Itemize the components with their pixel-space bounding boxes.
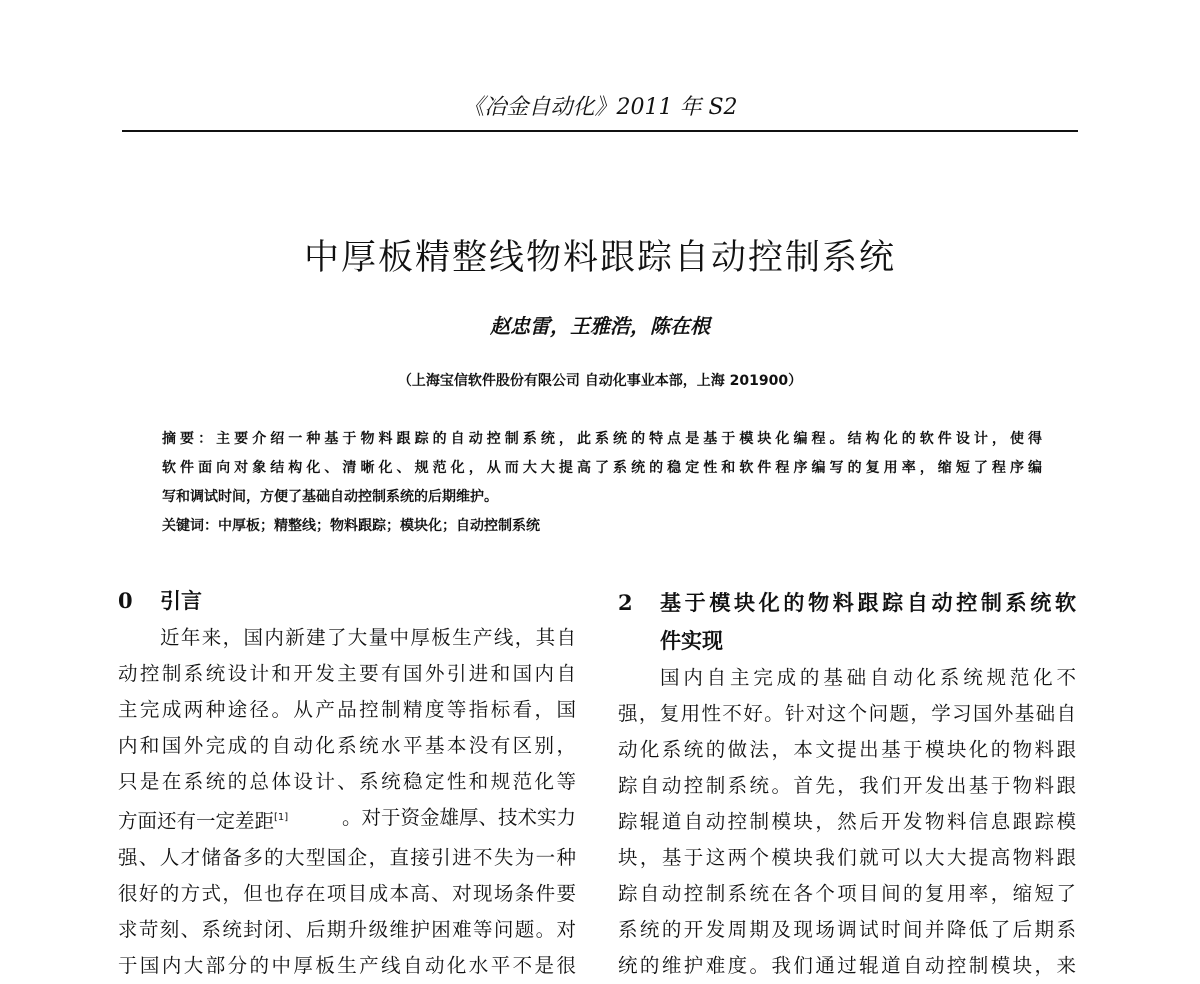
section-title-cont: 件实现 (660, 629, 723, 653)
body-line: 只是在系统的总体设计、系统稳定性和规范化等 (118, 770, 576, 793)
body-text: 方面还有一定差距 (118, 809, 275, 833)
citation[interactable]: [1] (274, 812, 289, 823)
body-line: 近年来，国内新建了大量中厚板生产线，其自 (160, 626, 576, 649)
affiliation: （上海宝信软件股份有限公司 自动化事业本部，上海 201900） (397, 373, 803, 389)
journal-header: 《冶金自动化》2011 年 S2 (462, 95, 738, 120)
left-column (118, 582, 576, 984)
paper-title: 中厚板精整线物料跟踪自动控制系统 (303, 238, 896, 278)
body-line: 主完成两种途径。从产品控制精度等指标看，国 (118, 698, 576, 721)
body-line: 统的维护难度。我们通过辊道自动控制模块，来 (618, 954, 1076, 977)
body-text: 。对于资金雄厚、技术实力 (341, 806, 576, 829)
section-number: 2 (618, 590, 633, 615)
body-line: 踪辊道自动控制模块，然后开发物料信息跟踪模 (618, 810, 1076, 833)
section-heading-2 (618, 584, 1076, 622)
body-line: 内和国外完成的自动化系统水平基本没有区别， (118, 734, 576, 757)
body-line: 强、人才储备多的大型国企，直接引进不失为一种 (118, 845, 576, 869)
abstract (162, 425, 1042, 541)
header-rule (122, 130, 1078, 132)
body-line: 动化系统的做法，本文提出基于模块化的物料跟 (618, 738, 1076, 761)
section-number: 0 (118, 588, 133, 613)
body-line: 国内自主完成的基础自动化系统规范化不 (660, 666, 1076, 689)
body-line: 块，基于这两个模块我们就可以大大提高物料跟 (618, 846, 1076, 869)
authors: 赵忠雷，王雅浩，陈在根 (490, 314, 710, 338)
right-column (618, 584, 1076, 984)
body-line: 求苛刻、系统封闭、后期升级维护困难等问题。对 (118, 917, 576, 941)
body-line: 强，复用性不好。针对这个问题，学习国外基础自 (618, 702, 1076, 725)
section-title: 引言 (160, 589, 202, 613)
section-heading-intro (118, 582, 576, 620)
body-line: 很好的方式，但也存在项目成本高、对现场条件要 (118, 881, 576, 905)
body-line-with-citation (118, 800, 576, 840)
body-line: 于国内大部分的中厚板生产线自动化水平不是很 (118, 953, 576, 977)
abstract-line: 写和调试时间，方便了基础自动控制系统的后期维护。 (162, 489, 498, 505)
abstract-line: 摘要：主要介绍一种基于物料跟踪的自动控制系统，此系统的特点是基于模块化编程。结构化的软件设计，使得 (162, 431, 1042, 447)
body-line: 系统的开发周期及现场调试时间并降低了后期系 (618, 918, 1076, 941)
body-line: 踪自动控制系统。首先，我们开发出基于物料跟 (618, 774, 1076, 797)
body-line: 动控制系统设计和开发主要有国外引进和国内自 (118, 662, 576, 685)
body-line: 踪自动控制系统在各个项目间的复用率，缩短了 (618, 882, 1076, 905)
section-title: 基于模块化的物料跟踪自动控制系统软 (660, 591, 1076, 615)
keywords: 关键词：中厚板；精整线；物料跟踪；模块化；自动控制系统 (162, 518, 540, 534)
abstract-line: 软件面向对象结构化、清晰化、规范化，从而大大提高了系统的稳定性和软件程序编写的复用率，缩短了程序编 (162, 460, 1042, 476)
